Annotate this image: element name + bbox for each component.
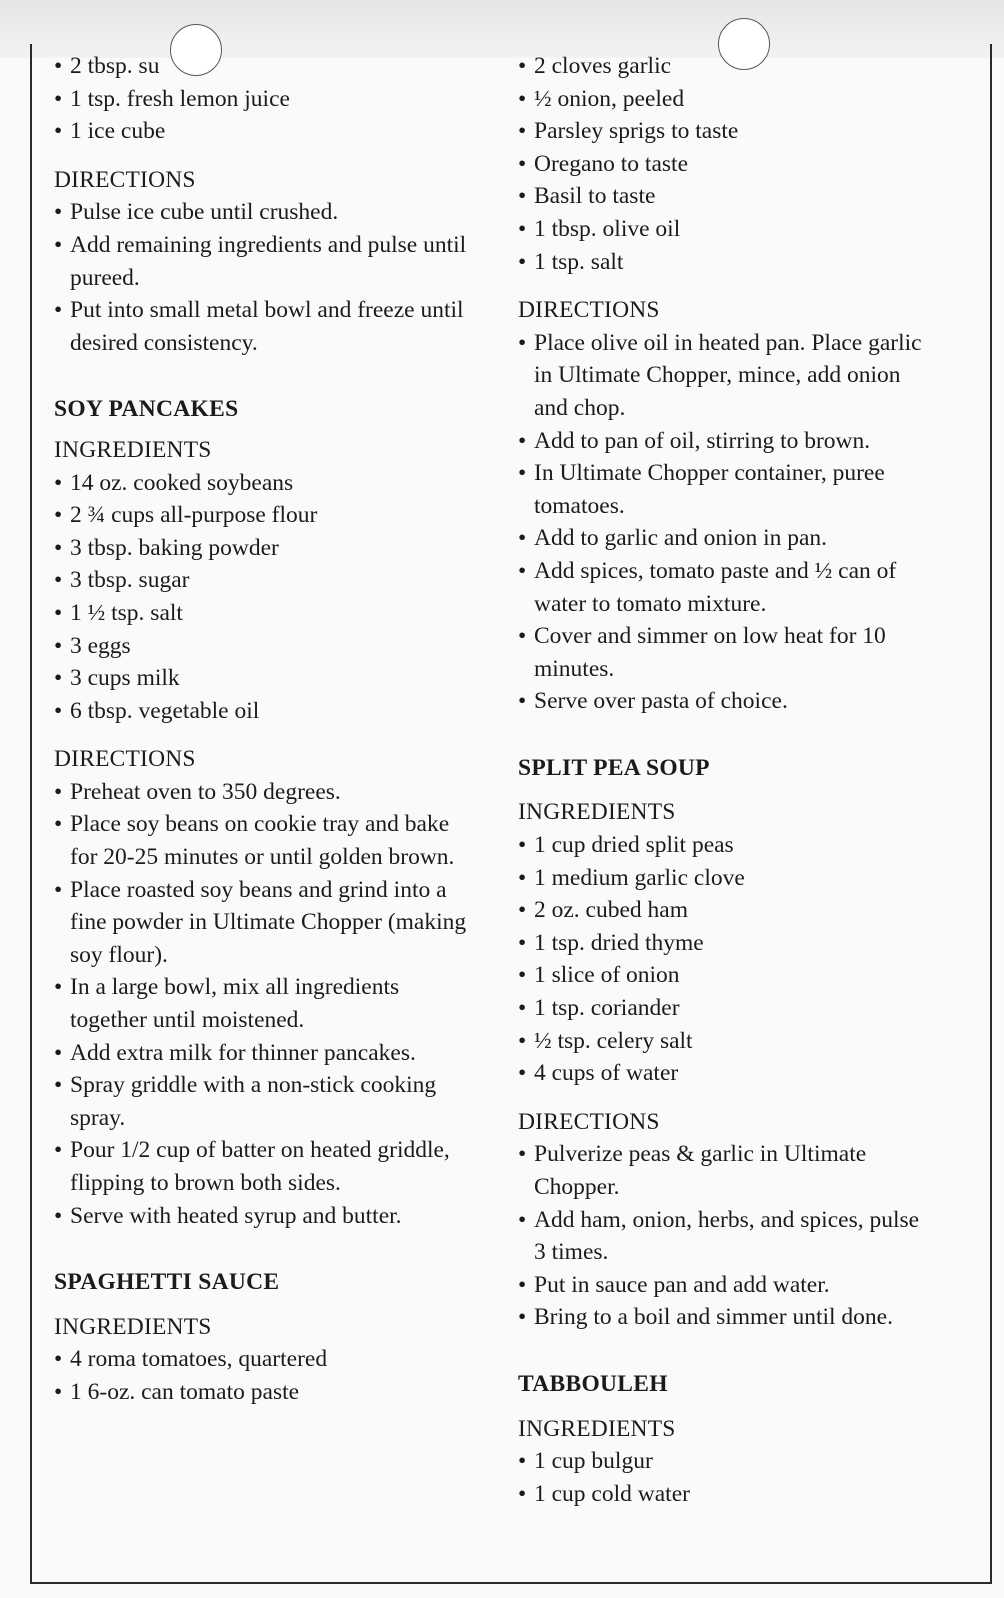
list-item: • Add extra milk for thinner pancakes. bbox=[54, 1039, 416, 1066]
list-item: • Add to garlic and onion in pan. bbox=[518, 525, 828, 552]
list-item: • Pour 1/2 cup of batter on heated griddle, flipping to brown both sides. bbox=[54, 1137, 450, 1196]
list-item: • 4 cups of water bbox=[518, 1060, 679, 1087]
list-item: • Pulse ice cube until crushed. bbox=[54, 199, 339, 226]
list-item: • Serve with heated syrup and butter. bbox=[54, 1202, 402, 1229]
list-item: • 4 roma tomatoes, quartered bbox=[54, 1346, 328, 1373]
recipe-title: TABBOULEH bbox=[518, 1370, 668, 1397]
list-item: • 1 medium garlic clove bbox=[518, 864, 745, 891]
section-label: DIRECTIONS bbox=[54, 746, 196, 773]
list-item: • 2 tbsp. su bbox=[54, 53, 160, 79]
list-item: • Put into small metal bowl and freeze until desired consistency. bbox=[54, 297, 464, 356]
list-item: • Place roasted soy beans and grind into a fine powder in Ultimate Chopper (making soy flour). bbox=[54, 876, 467, 968]
list-item: • 1 ½ tsp. salt bbox=[54, 599, 183, 626]
list-item: • Add to pan of oil, stirring to brown. bbox=[518, 427, 871, 454]
list-item: • Cover and simmer on low heat for 10 minutes. bbox=[518, 623, 886, 682]
list-item: • Spray griddle with a non-stick cooking spray. bbox=[54, 1072, 437, 1131]
list-item: • ½ onion, peeled bbox=[518, 85, 685, 112]
left-column bbox=[54, 50, 484, 1409]
list-item: • 1 6-oz. can tomato paste bbox=[54, 1378, 300, 1405]
list-item: • Add ham, onion, herbs, and spices, pulse 3 times. bbox=[518, 1206, 920, 1266]
list-item: • Parsley sprigs to taste bbox=[518, 118, 739, 145]
section-label: INGREDIENTS bbox=[518, 799, 676, 826]
list-item: • Place soy beans on cookie tray and bake for 20-25 minutes or until golden brown. bbox=[54, 811, 455, 871]
list-item: • 1 slice of onion bbox=[518, 962, 680, 989]
list-item: • 3 eggs bbox=[54, 632, 131, 659]
list-item: • 1 tsp. salt bbox=[518, 248, 624, 275]
right-column bbox=[518, 50, 938, 1510]
list-item: • Bring to a boil and simmer until done. bbox=[518, 1304, 893, 1331]
list-item: • 2 oz. cubed ham bbox=[518, 897, 689, 924]
list-item: • ½ tsp. celery salt bbox=[518, 1027, 693, 1054]
section-label: DIRECTIONS bbox=[518, 297, 660, 324]
section-label: DIRECTIONS bbox=[54, 166, 196, 193]
list-item: • 1 tsp. coriander bbox=[518, 995, 680, 1022]
list-item: • 1 cup bulgur bbox=[518, 1448, 653, 1475]
list-item: • In Ultimate Chopper container, puree tomatoes. bbox=[518, 460, 885, 519]
list-item: • Place olive oil in heated pan. Place garlic in Ultimate Chopper, mince, add onion and chop. bbox=[518, 329, 922, 421]
section-label: INGREDIENTS bbox=[54, 1313, 212, 1340]
list-item: • 3 cups milk bbox=[54, 665, 180, 692]
list-item: • Add spices, tomato paste and ½ can of water to tomato mixture. bbox=[518, 557, 897, 617]
list-item: • Oregano to taste bbox=[518, 150, 689, 177]
list-item: • Preheat oven to 350 degrees. bbox=[54, 778, 341, 805]
list-item: • Add remaining ingredients and pulse until pureed. bbox=[54, 231, 467, 291]
list-item: • In a large bowl, mix all ingredients together until moistened. bbox=[54, 974, 400, 1034]
list-item: • 6 tbsp. vegetable oil bbox=[54, 697, 260, 724]
list-item: • Basil to taste bbox=[518, 183, 656, 210]
section-label: INGREDIENTS bbox=[518, 1415, 676, 1442]
list-item: • Pulverize peas & garlic in Ultimate Chopper. bbox=[518, 1141, 867, 1200]
list-item: • 2 ¾ cups all-purpose flour bbox=[54, 502, 318, 529]
list-item: • 1 tbsp. olive oil bbox=[518, 215, 681, 242]
section-label: INGREDIENTS bbox=[54, 436, 212, 463]
list-item: • 1 ice cube bbox=[54, 118, 166, 145]
list-item: • 3 tbsp. baking powder bbox=[54, 534, 279, 561]
recipe-title: SOY PANCAKES bbox=[54, 396, 239, 423]
list-item: • 2 cloves garlic bbox=[518, 53, 672, 79]
list-item: • 1 tsp. fresh lemon juice bbox=[54, 85, 290, 112]
list-item: • 1 cup cold water bbox=[518, 1480, 690, 1507]
list-item: • Serve over pasta of choice. bbox=[518, 688, 788, 715]
recipe-title: SPLIT PEA SOUP bbox=[518, 754, 710, 781]
list-item: • 3 tbsp. sugar bbox=[54, 567, 190, 594]
list-item: • Put in sauce pan and add water. bbox=[518, 1271, 830, 1298]
list-item: • 1 tsp. dried thyme bbox=[518, 929, 704, 956]
list-item: • 14 oz. cooked soybeans bbox=[54, 469, 294, 496]
section-label: DIRECTIONS bbox=[518, 1108, 660, 1135]
list-item: • 1 cup dried split peas bbox=[518, 832, 734, 859]
recipe-title: SPAGHETTI SAUCE bbox=[54, 1269, 280, 1296]
